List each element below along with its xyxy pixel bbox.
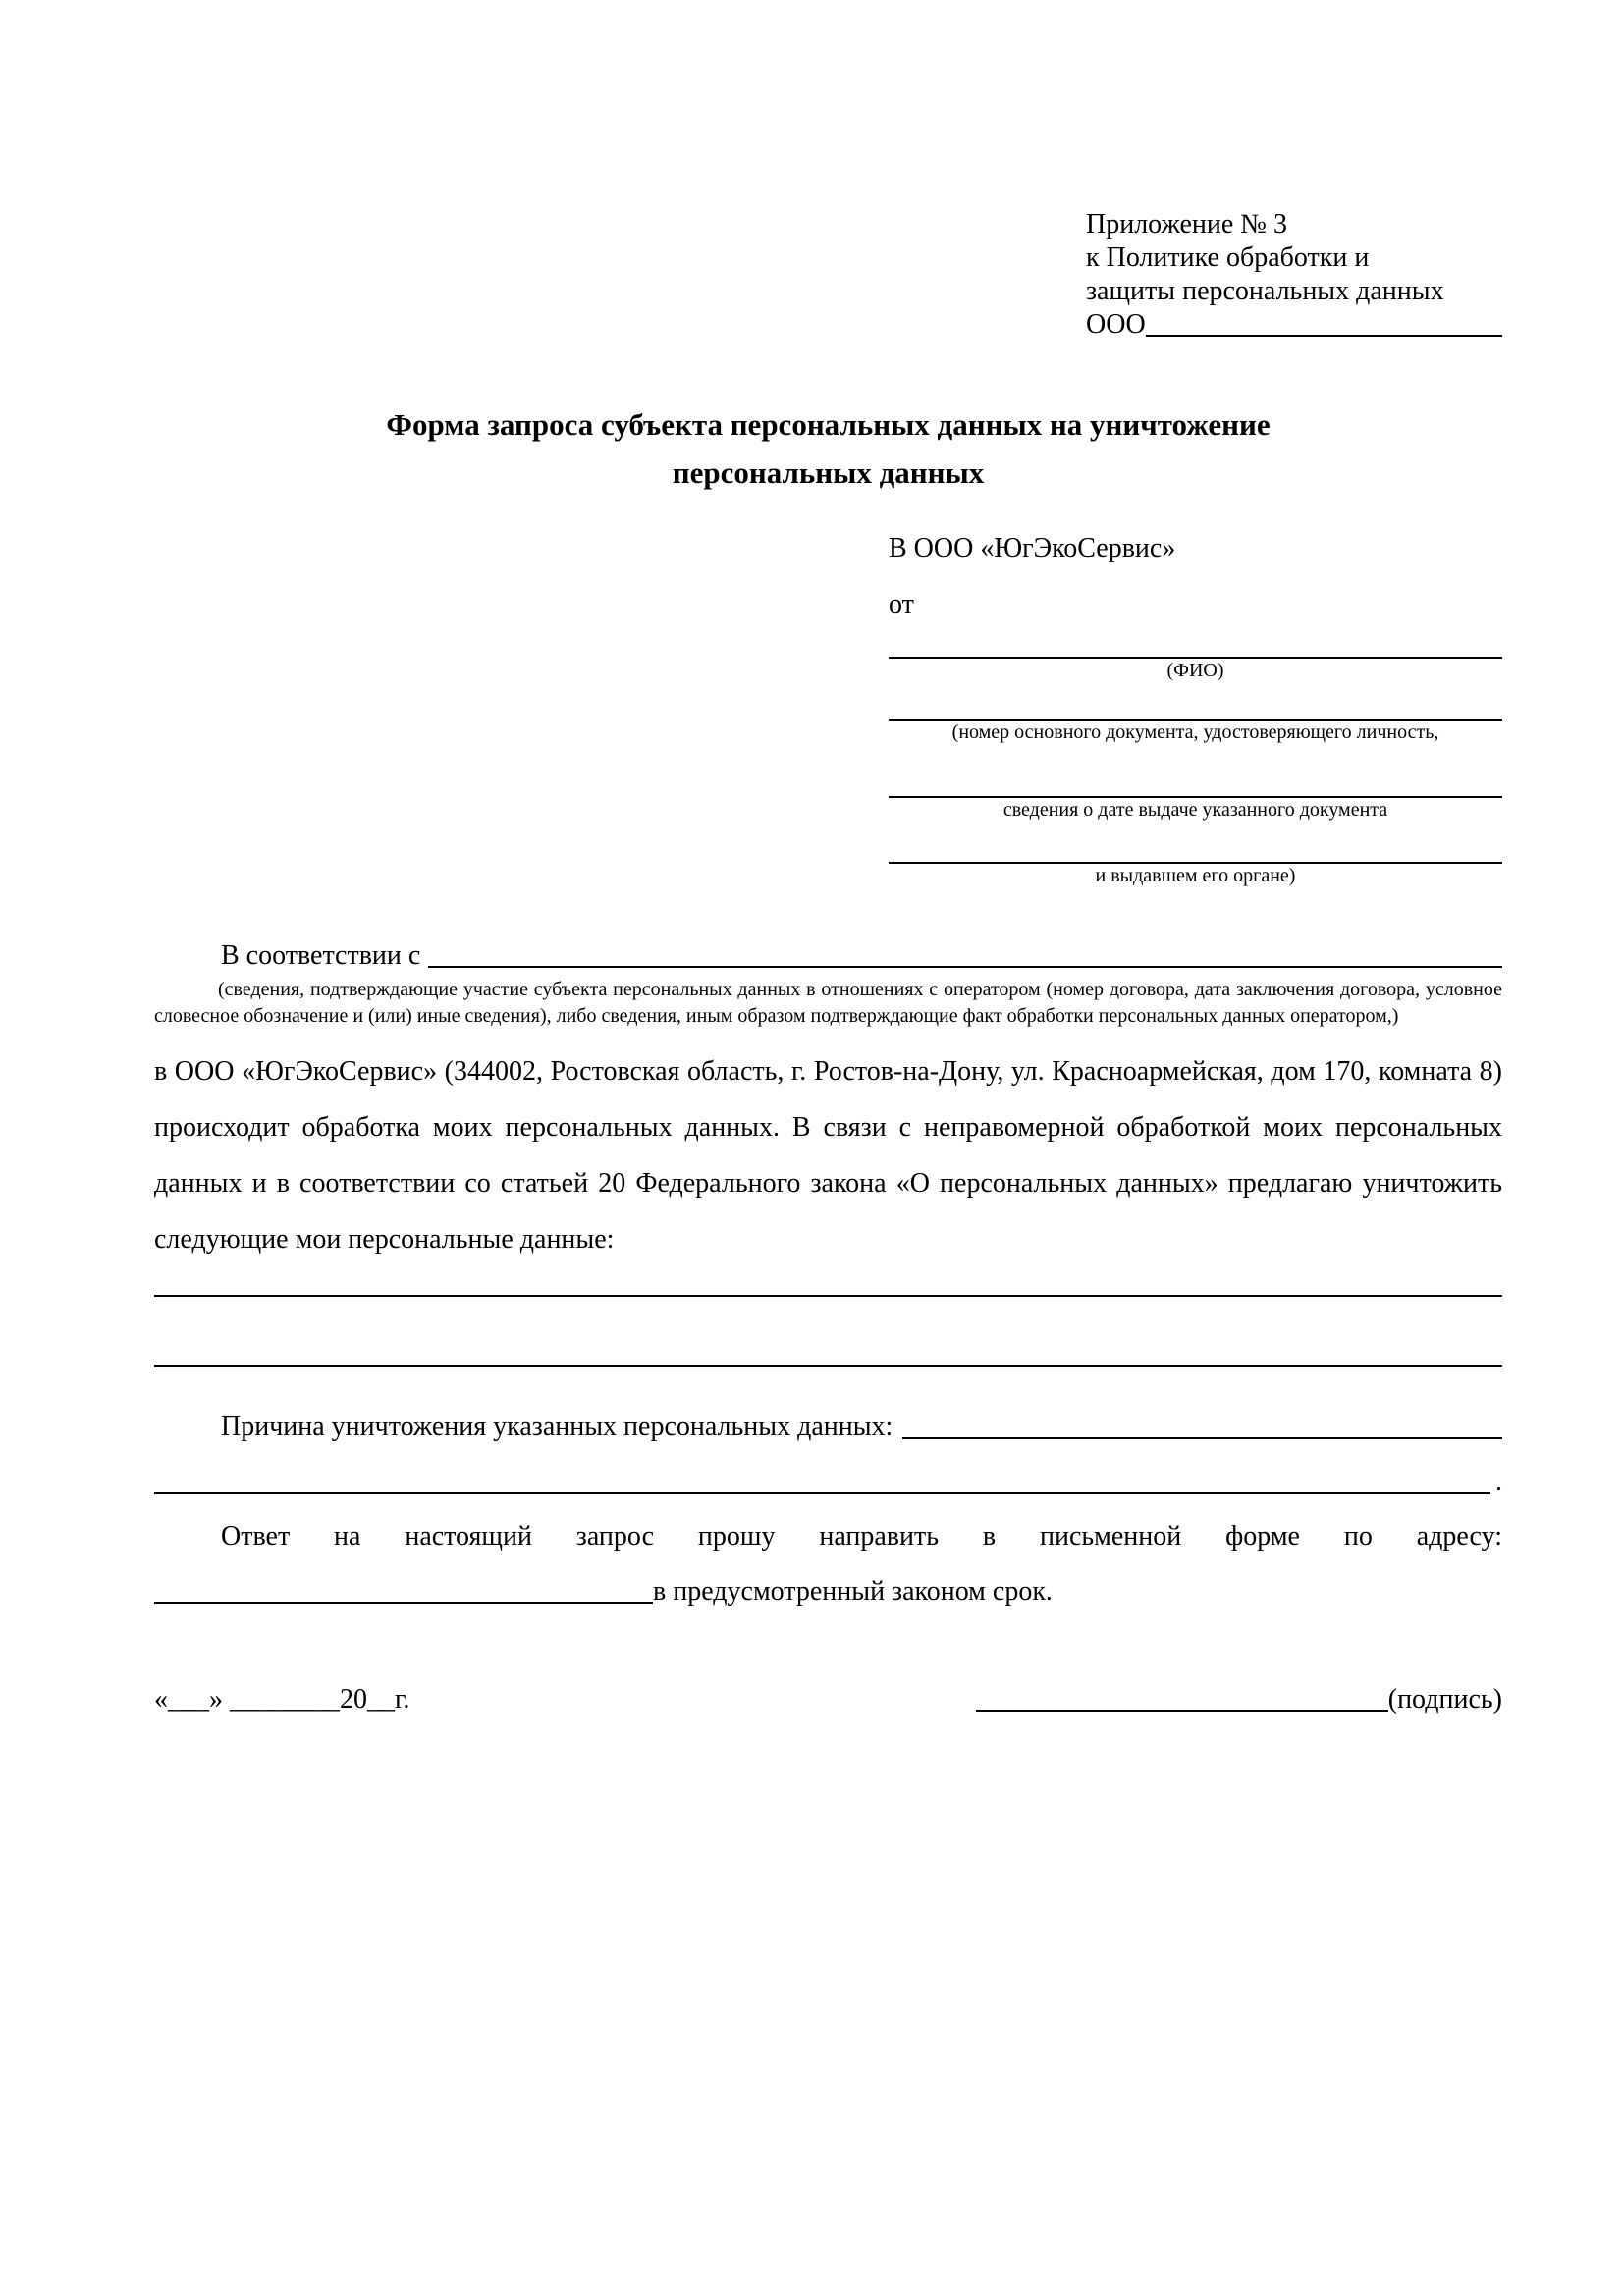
fio-caption: (ФИО): [1166, 660, 1224, 681]
fio-field: [889, 657, 1502, 683]
signature-field: [976, 1683, 1502, 1717]
response-address-line: [154, 1575, 1502, 1609]
appendix-ooo-line: [1086, 308, 1502, 342]
appendix-line-3: защиты персональных данных: [1086, 276, 1444, 306]
accordance-lead: В соответствии с: [221, 940, 421, 971]
appendix-line-2: к Политике обработки и: [1086, 242, 1370, 273]
date-field: «___» ________20__г.: [154, 1684, 410, 1715]
reason-line: [154, 1411, 1502, 1444]
body-paragraph: в ООО «ЮгЭкоСервис» (344002, Ростовская область, г. Ростов-на-Дону, ул. Красноармейская, дом 170, комната 8) происходит обработка моих персональных данных. В связи с неправомерной обработкой моих персональных данных и в соответствии со статьей 20 Федерального закона «О персональных данных» предлагаю уничтожить следующие мои персональные данные:: [154, 1056, 1502, 1255]
addressee-to: В ООО «ЮгЭкоСервис»: [889, 533, 1176, 563]
document-number-field: [889, 719, 1502, 745]
accordance-footnote: (сведения, подтверждающие участие субъекта персональных данных в отношениях с оператором (номер договора, дата заключения договора, условное словесное обозначение и (или) иные сведения), либо сведения, иным образом подтверждающие факт обработки персональных данных оператором,): [154, 979, 1502, 1027]
reason-continuation-line: [154, 1466, 1502, 1499]
response-request-line: Ответ на настоящий запрос прошу направить в письменной форме по адресу:: [221, 1522, 1502, 1552]
personal-data-blank-line-2: [154, 1297, 1502, 1367]
appendix-line-1: Приложение № 3: [1086, 209, 1287, 240]
accordance-blank-line: [428, 939, 1502, 968]
document-number-caption: (номер основного документа, удостоверяющего личность,: [951, 721, 1439, 743]
reason-period: .: [1495, 1467, 1502, 1497]
page-title-line-2: персональных данных: [672, 455, 985, 490]
signature-blank-line: [976, 1683, 1388, 1712]
addressee-from-label: от: [889, 589, 914, 619]
page-title: [154, 400, 1502, 497]
signature-caption: (подпись): [1387, 1684, 1502, 1715]
addressee-block: [889, 532, 1502, 888]
appendix-header: [1086, 0, 1502, 342]
ooo-blank-line: [1146, 308, 1502, 337]
reason-blank-line-2: [154, 1466, 1490, 1494]
ooo-label: ООО: [1086, 309, 1146, 340]
issue-date-field: [889, 796, 1502, 823]
page-title-line-1: Форма запроса субъекта персональных данных на уничтожение: [386, 407, 1271, 442]
issuing-authority-caption: и выдавшем его органе): [1095, 865, 1296, 886]
reason-blank-line-1: [902, 1411, 1502, 1439]
signature-row: [154, 1683, 1502, 1717]
issue-date-caption: сведения о дате выдаче указанного документа: [1002, 799, 1388, 821]
address-blank-line: [154, 1575, 653, 1604]
accordance-line: [154, 939, 1502, 973]
personal-data-blank-line-1: [154, 1267, 1502, 1297]
issuing-authority-field: [889, 862, 1502, 888]
response-suffix: в предусмотренный законом срок.: [653, 1576, 1053, 1607]
reason-lead: Причина уничтожения указанных персональных данных:: [221, 1412, 893, 1442]
